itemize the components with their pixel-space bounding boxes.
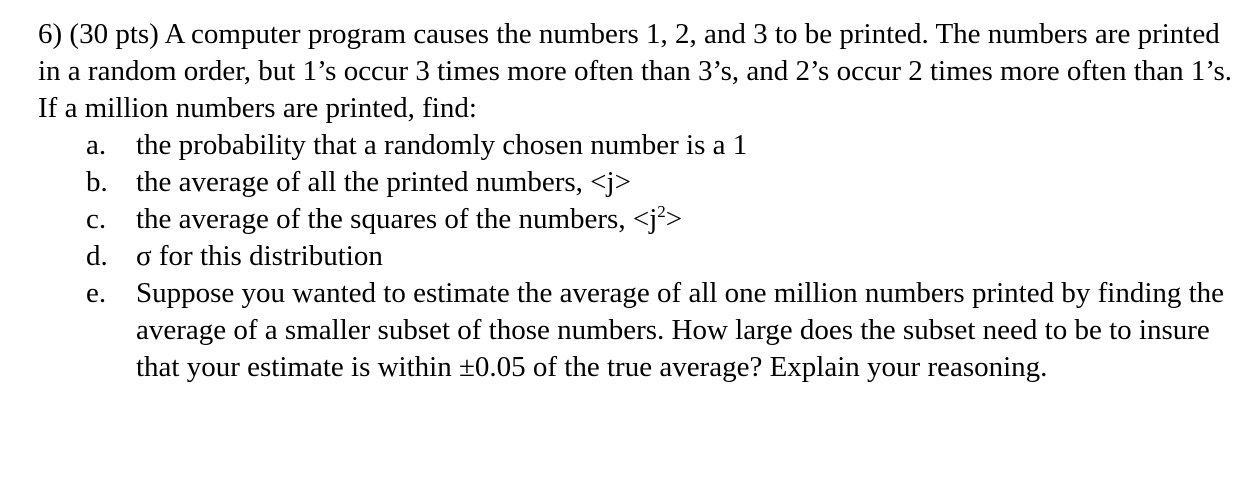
part-e: [86, 275, 1238, 386]
part-marker: b.: [86, 166, 108, 198]
problem-intro: 6) (30 pts) A computer program causes the numbers 1, 2, and 3 to be printed. The numbers are printed in a random order, but 1’s occur 3 times more often than 3’s, and 2’s occur 2 times more often than 1’s. If a million numbers are printed, find:: [38, 18, 1232, 124]
part-text: the probability that a randomly chosen number is a 1: [136, 129, 748, 161]
part-marker: a.: [86, 129, 107, 161]
problem-document: [38, 16, 1238, 386]
part-text: σ for this distribution: [136, 240, 383, 272]
problem-parts-list: [38, 127, 1238, 386]
part-marker: d.: [86, 240, 108, 272]
part-marker: e.: [86, 277, 107, 309]
part-text-before-superscript: the average of the squares of the numbers, <j: [136, 203, 658, 235]
superscript-exponent: 2: [657, 202, 666, 221]
part-a: [86, 127, 1238, 164]
part-text-after-superscript: >: [665, 203, 683, 235]
part-text: Suppose you wanted to estimate the average of all one million numbers printed by finding the average of a smaller subset of those numbers. How large does the subset need to be to insure that your estimate is within ±0.05 of the true average? Explain your reasoning.: [136, 277, 1225, 383]
part-marker: c.: [86, 203, 107, 235]
part-c: [86, 201, 1238, 238]
part-d: [86, 238, 1238, 275]
part-text: the average of all the printed numbers, <j>: [136, 166, 631, 198]
part-b: [86, 164, 1238, 201]
